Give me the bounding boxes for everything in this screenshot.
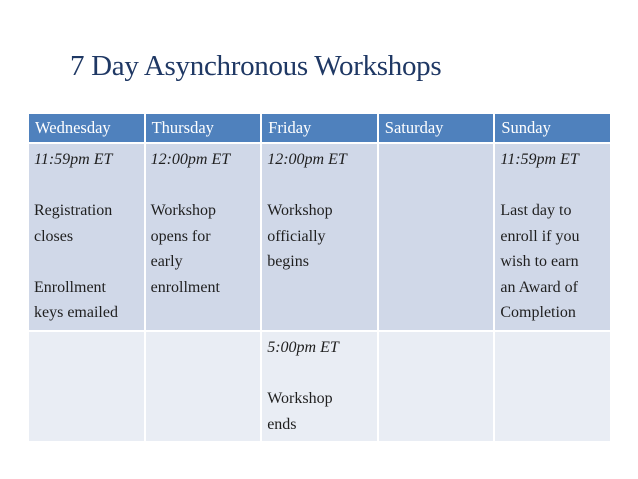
column-header-wednesday: Wednesday [29, 114, 144, 142]
column-header-thursday: Thursday [146, 114, 261, 142]
table-header-row [29, 114, 610, 142]
column-header-saturday: Saturday [379, 114, 494, 142]
column-header-sunday: Sunday [495, 114, 610, 142]
cell-saturday [379, 144, 494, 330]
table-row [29, 332, 610, 441]
event-description: Last day to enroll if you wish to earn an Award of Completion [500, 202, 580, 321]
workshop-schedule-table [27, 112, 612, 443]
cell-wednesday [29, 332, 144, 441]
cell-thursday [146, 144, 261, 330]
event-description: Registration closes Enrollment keys emailed [34, 202, 118, 321]
event-time: 12:00pm ET [150, 151, 231, 168]
cell-wednesday [29, 144, 144, 330]
cell-friday [262, 144, 377, 330]
cell-saturday [379, 332, 494, 441]
event-time: 12:00pm ET [267, 151, 347, 168]
cell-thursday [146, 332, 261, 441]
event-description: Workshop opens for early enrollment [150, 202, 220, 296]
cell-friday [262, 332, 377, 441]
table-row [29, 144, 610, 330]
event-description: Workshop ends [267, 390, 333, 433]
column-header-friday: Friday [262, 114, 377, 142]
event-time: 5:00pm ET [267, 339, 339, 356]
page-title: 7 Day Asynchronous Workshops [70, 50, 442, 82]
event-time: 11:59pm ET [500, 151, 579, 168]
event-time: 11:59pm ET [34, 151, 113, 168]
event-description: Workshop officially begins [267, 202, 333, 270]
cell-sunday [495, 332, 610, 441]
cell-sunday [495, 144, 610, 330]
